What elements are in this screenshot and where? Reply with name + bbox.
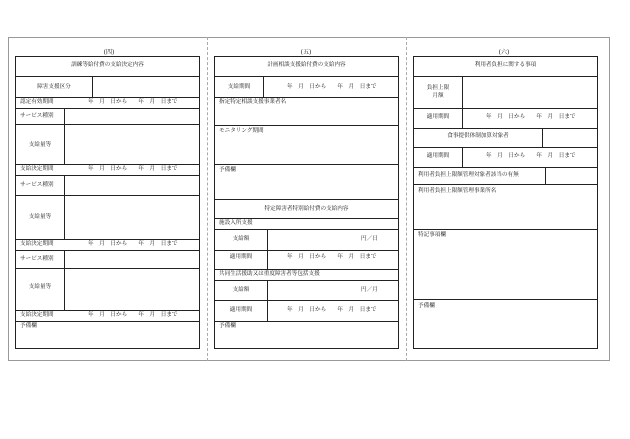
divider <box>215 300 398 301</box>
payment-period-label: 支給期間 <box>227 84 251 90</box>
divider <box>545 167 546 184</box>
panel-title: 計画相談支援給付費の支給内容 <box>267 62 346 68</box>
cert-period-label: 認定有効期間 <box>20 99 54 105</box>
divider <box>414 108 597 109</box>
special-notes-label: 特記事項欄 <box>418 232 446 238</box>
divider <box>16 108 199 109</box>
decision-period-value: 年 月 日から 年 月 日まで <box>88 166 178 172</box>
divider <box>414 76 597 77</box>
divider <box>64 175 65 239</box>
divider <box>16 250 199 251</box>
yen-per-month-unit: 円／月 <box>361 287 378 293</box>
panel-consultation-benefits <box>214 56 399 349</box>
service-type-label: サービス種別 <box>20 182 54 188</box>
designated-office-label: 指定特定相談支援事業者名 <box>219 99 287 105</box>
service-type-label: サービス種別 <box>20 113 54 119</box>
divider <box>215 280 398 281</box>
disability-class-label: 障害支援区分 <box>37 84 71 90</box>
facility-support-label: 施設入所支援 <box>219 220 253 226</box>
decision-period-value: 年 月 日から 年 月 日まで <box>88 312 178 318</box>
panel-title: 訓練等給付費の支給決定内容 <box>71 62 144 68</box>
applicable-period-label: 適用期間 <box>426 114 450 120</box>
divider <box>16 310 199 311</box>
decision-period-label: 支給決定期間 <box>20 166 54 172</box>
decision-period-value: 年 月 日から 年 月 日まで <box>88 241 178 247</box>
divider <box>414 128 597 129</box>
service-type-label: サービス種別 <box>20 256 54 262</box>
remarks-label: 予備欄 <box>20 323 37 329</box>
page-number: (四) <box>103 49 115 56</box>
meal-subsidy-label: 食事提供体制加算対象者 <box>447 133 509 139</box>
divider <box>64 250 65 310</box>
applicable-period-label: 適用期間 <box>426 153 450 159</box>
applicable-period-value: 年 月 日から 年 月 日まで <box>287 307 377 313</box>
divider <box>215 164 398 165</box>
applicable-period-value: 年 月 日から 年 月 日まで <box>287 254 377 260</box>
panel-training-benefits <box>15 56 200 349</box>
decision-period-label: 支給決定期間 <box>20 241 54 247</box>
divider <box>92 76 93 97</box>
applicable-period-label: 適用期間 <box>229 254 253 260</box>
divider <box>414 299 597 300</box>
special-benefits-title: 特定障害者特別給付費の支給内容 <box>264 206 349 212</box>
divider <box>16 97 199 98</box>
divider <box>215 199 398 200</box>
divider <box>64 108 65 164</box>
divider <box>215 269 398 270</box>
divider <box>215 229 398 230</box>
divider <box>16 321 199 322</box>
payment-amount-label: 支給量等 <box>28 142 52 148</box>
divider <box>215 97 398 98</box>
divider <box>16 175 199 176</box>
remarks-label: 予備欄 <box>219 323 236 329</box>
divider <box>462 147 463 167</box>
divider <box>414 167 597 168</box>
divider <box>16 268 199 269</box>
monitoring-period-label: モニタリング期間 <box>219 128 264 134</box>
payment-amount-label: 支給額 <box>232 236 250 242</box>
divider <box>263 76 264 97</box>
divider <box>16 164 199 165</box>
divider <box>16 239 199 240</box>
remarks-label: 予備欄 <box>418 303 435 309</box>
page-number: (六) <box>498 49 510 56</box>
divider <box>16 124 199 125</box>
fold-line <box>207 37 208 361</box>
cert-period-value: 年 月 日から 年 月 日まで <box>88 99 178 105</box>
burden-limit-label: 負担上限 <box>426 85 450 91</box>
divider <box>16 195 199 196</box>
divider <box>16 76 199 77</box>
divider <box>267 229 268 269</box>
panel-user-burden <box>413 56 598 349</box>
divider <box>215 76 398 77</box>
divider <box>414 229 597 230</box>
decision-period-label: 支給決定期間 <box>20 312 54 318</box>
yen-per-day-unit: 円／日 <box>361 236 378 242</box>
applicable-period-value: 年 月 日から 年 月 日まで <box>486 153 576 159</box>
applicable-period-value: 年 月 日から 年 月 日まで <box>486 114 576 120</box>
divider <box>462 76 463 128</box>
page-number: (五) <box>300 49 312 56</box>
divider <box>215 250 398 251</box>
burden-mgmt-office-label: 利用者負担上限額管理事業所名 <box>418 188 497 194</box>
applicable-period-label: 適用期間 <box>229 307 253 313</box>
fold-line <box>406 37 407 361</box>
payment-amount-label: 支給量等 <box>28 214 52 220</box>
burden-limit-label-2: 月額 <box>432 93 444 99</box>
divider <box>414 147 597 148</box>
group-home-label: 共同生活援助又は重度障害者等包括支援 <box>219 271 320 277</box>
divider <box>542 128 543 147</box>
divider <box>215 218 398 219</box>
payment-amount-label: 支給量等 <box>28 284 52 290</box>
remarks-label: 予備欄 <box>219 167 236 173</box>
payment-amount-label: 支給額 <box>232 287 250 293</box>
divider <box>215 321 398 322</box>
panel-title: 利用者負担に関する事項 <box>474 62 537 68</box>
burden-mgmt-target-label: 利用者負担上限額管理対象者該当の有無 <box>418 172 519 178</box>
divider <box>215 125 398 126</box>
divider <box>414 184 597 185</box>
payment-period-value: 年 月 日から 年 月 日まで <box>287 84 377 90</box>
divider <box>267 280 268 321</box>
